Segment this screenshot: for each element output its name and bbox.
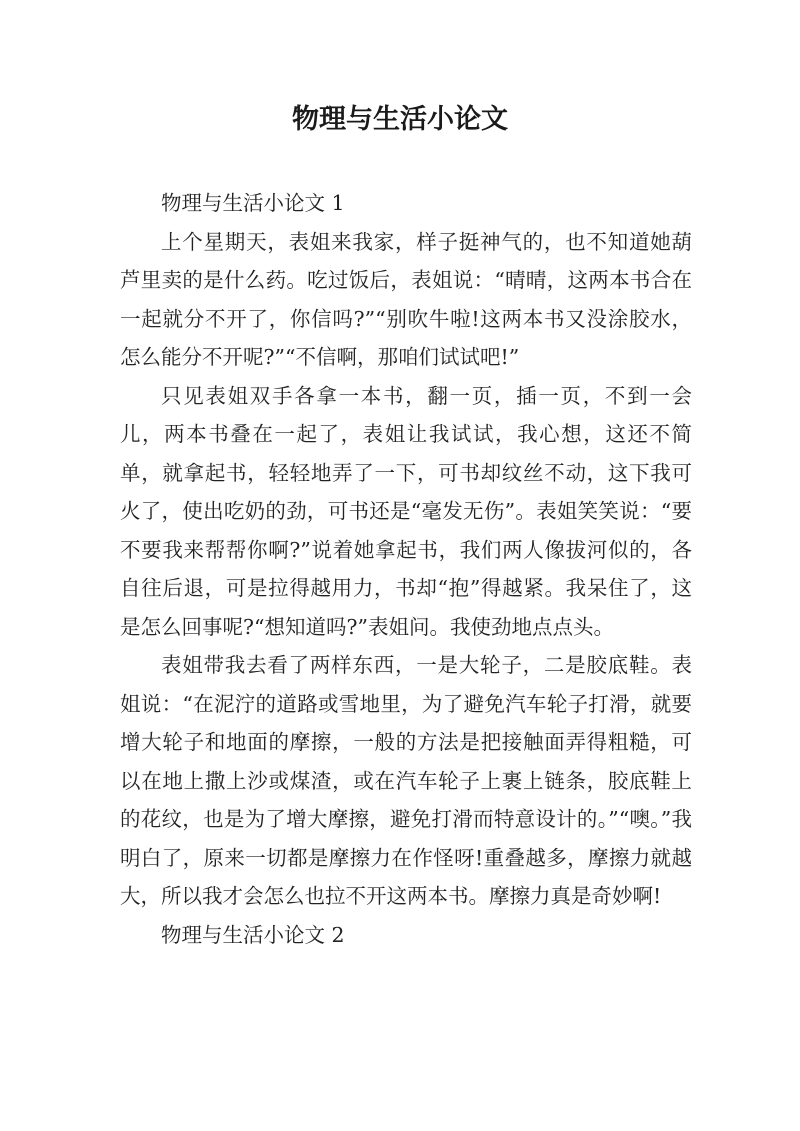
paragraph-3: 表姐带我去看了两样东西，一是大轮子，二是胶底鞋。表姐说：“在泥泞的道路或雪地里，为了避免汽车轮子打滑，就要增大轮子和地面的摩擦，一般的方法是把接触面弄得粗糙，可以在地上撒上沙或煤渣，或在汽车轮子上裹上链条，胶底鞋上的花纹，也是为了增大摩擦，避免打滑而特意设计的。”“噢。”我明白了，原来一切都是摩擦力在作怪呀!重叠越多，摩擦力就越大，所以我才会怎么也拉不开这两本书。摩擦力真是奇妙啊! (120, 653, 692, 908)
paragraph-1: 上个星期天，表姐来我家，样子挺神气的，也不知道她葫芦里卖的是什么药。吃过饭后，表姐说：“晴晴，这两本书合在一起就分不开了，你信吗?”“别吹牛啦!这两本书又没涂胶水，怎么能分不开呢?”“不信啊，那咱们试试吧!” (120, 229, 692, 369)
page-title: 物理与生活小论文 (292, 104, 508, 135)
section-heading-2: 物理与生活小论文 2 (161, 922, 345, 947)
section-heading-1: 物理与生活小论文 1 (161, 191, 345, 215)
paragraph-2: 只见表姐双手各拿一本书，翻一页，插一页，不到一会儿，两本书叠在一起了，表姐让我试试，我心想，这还不简单，就拿起书，轻轻地弄了一下，可书却纹丝不动，这下我可火了，使出吃奶的劲，可书还是“毫发无伤”。表姐笑笑说：“要不要我来帮帮你啊?”说着她拿起书，我们两人像拔河似的，各自往后退，可是拉得越用力，书却“抱”得越紧。我呆住了，这是怎么回事呢?“想知道吗?”表姐问。我使劲地点点头。 (120, 383, 692, 639)
document-body (120, 184, 692, 954)
